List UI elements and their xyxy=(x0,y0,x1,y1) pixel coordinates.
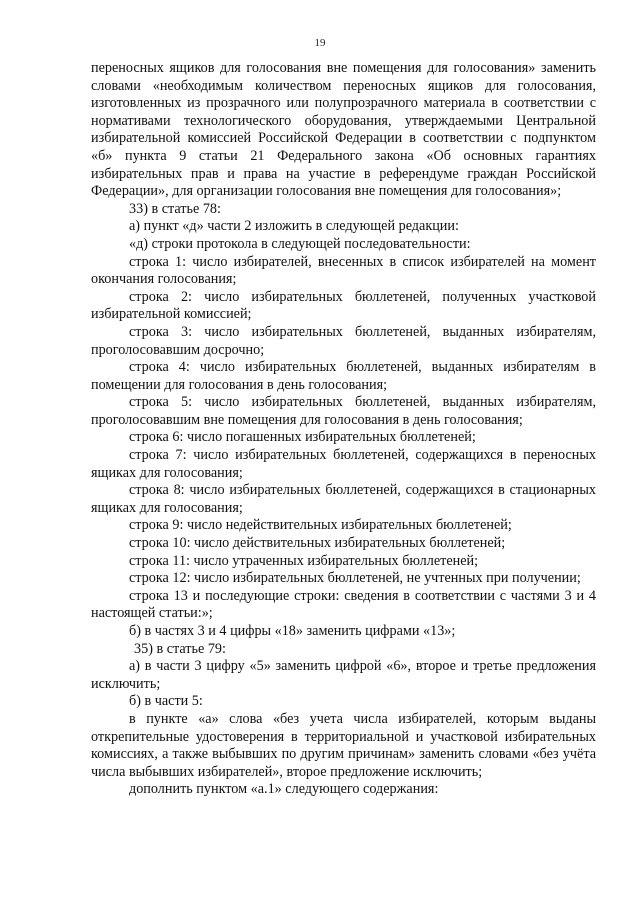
paragraph: дополнить пунктом «а.1» следующего содержания: xyxy=(129,781,439,798)
paragraph: строка 12: число избирательных бюллетеней, не учтенных при получении; xyxy=(129,570,581,587)
paragraph: 33) в статье 78: xyxy=(129,200,221,217)
paragraph: строка 9: число недействительных избирательных бюллетеней; xyxy=(129,517,512,534)
paragraph: переносных ящиков для голосования вне помещения для голосования» заменить словами «необходимым количеством переносных ящиков для голосования, изготовленных из прозрачного или полупрозрачного материала в соответствии с нормативами технологического оборудования, утверждаемыми Центральной избирательной комиссией Российской Федерации в соответствии с подпунктом «б» пункта 9 статьи 21 Федерального закона «Об основных гарантиях избирательных прав и права на участие в референдуме граждан Российской Федерации», для организации голосования вне помещения для голосования»; xyxy=(91,60,596,200)
paragraph: строка 6: число погашенных избирательных бюллетеней; xyxy=(129,429,476,446)
paragraph: строка 5: число избирательных бюллетеней, выданных избирателям, проголосовавшим вне помещения для голосования в день голосования; xyxy=(91,394,596,428)
paragraph: «д) строки протокола в следующей последовательности: xyxy=(129,235,471,252)
document-body xyxy=(91,60,596,799)
paragraph: строка 10: число действительных избирательных бюллетеней; xyxy=(129,535,506,552)
paragraph: строка 7: число избирательных бюллетеней, содержащихся в переносных ящиках для голосования; xyxy=(91,447,596,481)
paragraph: б) в части 5: xyxy=(129,693,203,710)
paragraph: строка 3: число избирательных бюллетеней, выданных избирателям, проголосовавшим досрочно; xyxy=(91,323,596,358)
paragraph: строка 11: число утраченных избирательных бюллетеней; xyxy=(129,552,479,569)
paragraph: а) пункт «д» части 2 изложить в следующей редакции: xyxy=(129,218,459,235)
paragraph: строка 1: число избирателей, внесенных в список избирателей на момент окончания голосования; xyxy=(91,253,596,288)
paragraph: 35) в статье 79: xyxy=(134,640,226,657)
paragraph: строка 2: число избирательных бюллетеней, полученных участковой избирательной комиссией; xyxy=(91,288,596,323)
paragraph: строка 13 и последующие строки: сведения в соответствии с частями 3 и 4 настоящей статьи:»; xyxy=(91,587,596,622)
paragraph: строка 8: число избирательных бюллетеней, содержащихся в стационарных ящиках для голосования; xyxy=(91,482,596,516)
paragraph: в пункте «а» слова «без учета числа избирателей, которым выданы открепительные удостоверения в территориальной и участковой избирательных комиссиях, а также выбывших по другим причинам» заменить словами «без учёта числа выбывших избирателей», второе предложение исключить; xyxy=(91,710,596,780)
paragraph: а) в части 3 цифру «5» заменить цифрой «6», второе и третье предложения исключить; xyxy=(91,658,596,692)
paragraph: б) в частях 3 и 4 цифры «18» заменить цифрами «13»; xyxy=(129,623,456,639)
page-number: 19 xyxy=(314,37,326,49)
paragraph: строка 4: число избирательных бюллетеней, выданных избирателям в помещении для голосования в день голосования; xyxy=(91,359,596,393)
